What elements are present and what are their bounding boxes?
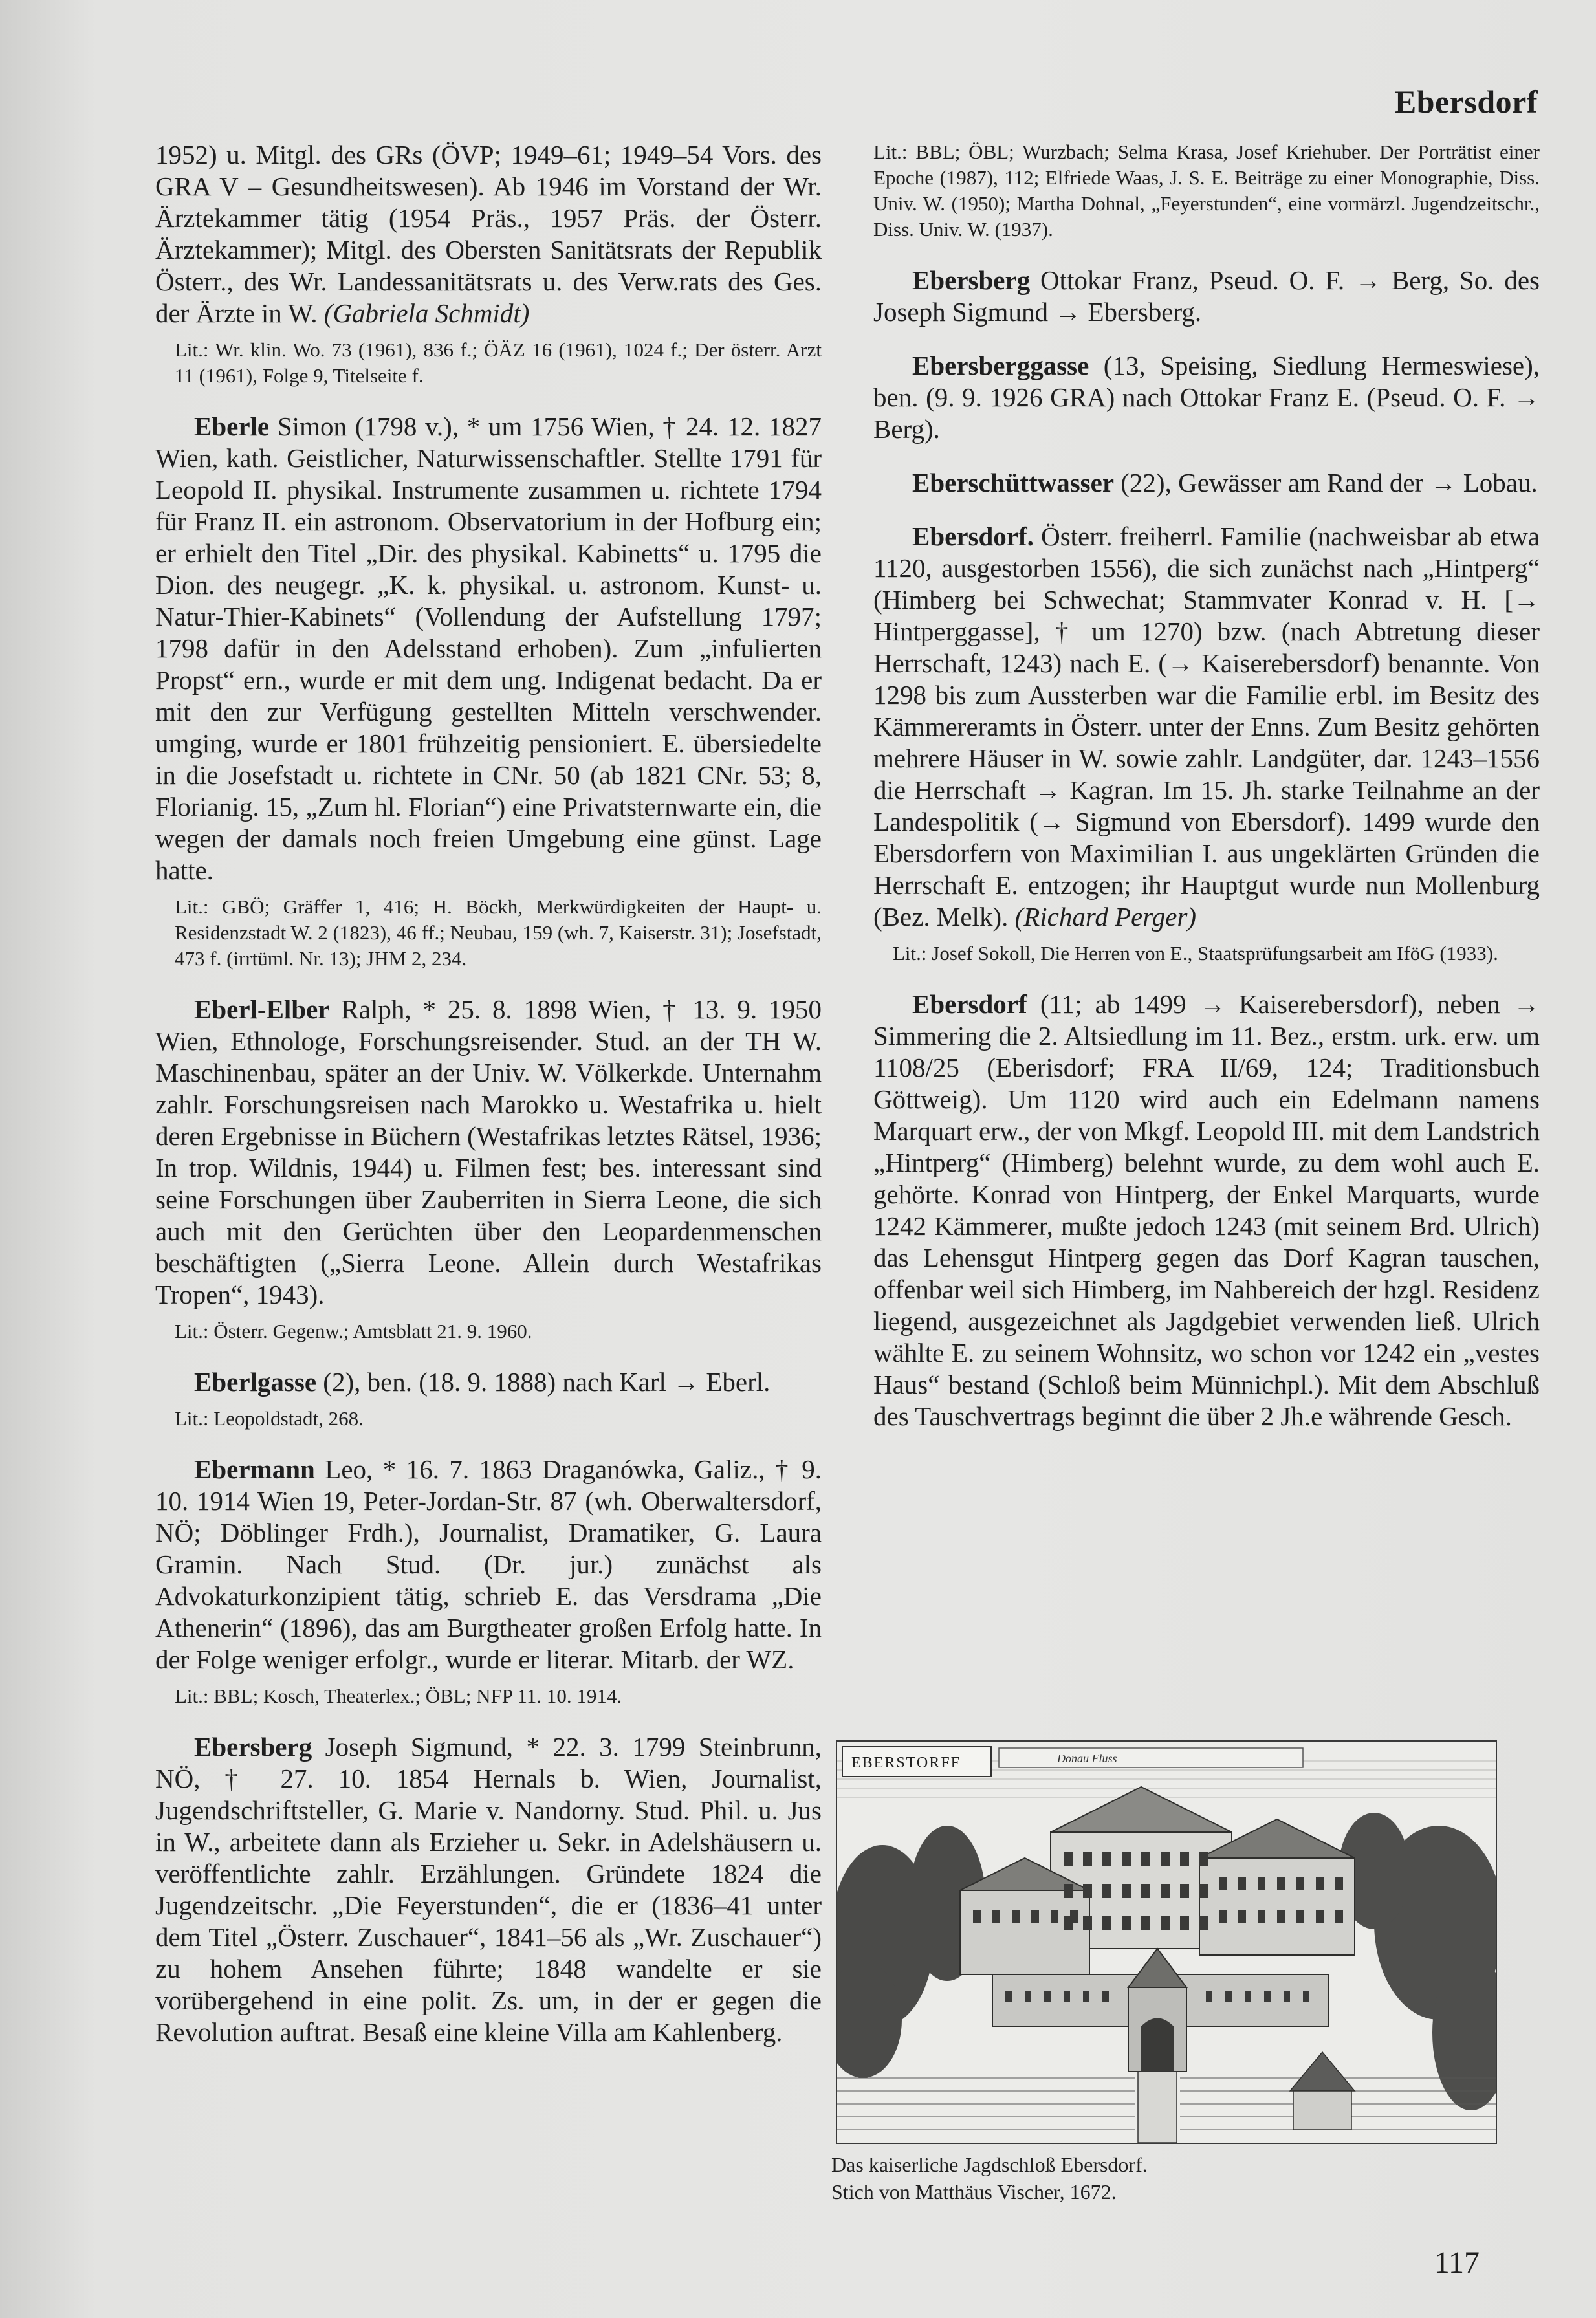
caption-line-2: Stich von Matthäus Vischer, 1672.: [831, 2180, 1117, 2203]
entry-headword: Ebersberg: [912, 265, 1031, 295]
entry-ebermann: [155, 1454, 822, 1676]
entry-body: (11; ab 1499 → Kaiserebersdorf), neben → Simmering die 2. Altsiedlung im 11. Bez., erstm. urk. erw. um 1108/25 (Eberisdorf; FRA II/69, 124; Traditionsbuch Göttweig). Um 1120 wird auch ein Edelmann namens Marquart erw., der von Mkgf. Leopold III. mit dem Landstrich „Hintperg“ (Himberg) belehnt wurde, zu dem wohl auch E. gehörte. Konrad von Hintperg, der Enkel Marquarts, wurde 1242 Kämmerer, mußte jedoch 1243 (mit seinem Brd. Ulrich) das Lehensgut Hintperg gegen das Dorf Kagran tauschen, offenbar weil sich Himberg, im Nahbereich der hzgl. Residenz liegend, ausgezeichnet als Jagdgebiet verwenden ließ. Ulrich wählte E. zu seinem Wohnsitz, wo schon vor 1242 ein „vestes Haus“ bestand (Schloß beim Münnichpl.). Mit dem Abschluß des Tauschvertrags beginnt die über 2 Jh.e währende Gesch.: [873, 989, 1540, 1431]
entry-body: Joseph Sigmund, * 22. 3. 1799 Steinbrunn, NÖ, † 27. 10. 1854 Hernals b. Wien, Journalist, Jugendschriftsteller, G. Marie v. Nandorny. Stud. Phil. u. Jus in W., arbeitete dann als Erzieher u. Sekr. in Adelshäusern u. veröffentlichte zahlr. Erzählungen. Gründete 1824 die Jugendzeitschr. „Die Feyerstunden“, die er (1836–41 unter dem Titel „Österr. Zuschauer“, 1841–56 als „Wr. Zuschauer“) zu hohem Ansehen führte; 1848 wandelte er sie vorübergehend in eine polit. Zs. um, in der er gegen die Revolution auftrat. Besaß eine kleine Villa am Kahlenberg.: [155, 1732, 822, 2047]
entry-author: (Richard Perger): [1014, 902, 1197, 932]
engraving-river-label: Donau Fluss: [1057, 1752, 1117, 1765]
entry-eberl-elber: [155, 994, 822, 1311]
literature-note: Lit.: BBL; ÖBL; Wurzbach; Selma Krasa, Josef Kriehuber. Der Porträtist einer Epoche (1987), 112; Elfriede Waas, J. S. E. Beiträge zu einer Monographie, Diss. Univ. W. (1950); Martha Dohnal, „Feyerstunden“, eine vormärzl. Jugendzeitschr., Diss. Univ. W. (1937).: [873, 140, 1540, 241]
caption-line-1: Das kaiserliche Jagdschloß Ebersdorf.: [831, 2153, 1148, 2176]
entry-body: (2), ben. (18. 9. 1888) nach Karl → Eberl.: [316, 1367, 771, 1397]
figure-caption: [831, 2151, 1498, 2205]
literature-note: Lit.: GBÖ; Gräffer 1, 416; H. Böckh, Merkwürdigkeiten der Haupt- u. Residenzstadt W. 2 (1823), 46 ff.; Neubau, 159 (wh. 7, Kaiserstr. 31); Josefstadt, 473 f. (irrtüml. Nr. 13); JHM 2, 234.: [175, 895, 822, 970]
entry-ebersdorf-family: [873, 521, 1540, 933]
entry-ebersberg-ottokar: [873, 265, 1540, 328]
right-column: [873, 139, 1540, 1440]
entry-headword: Eberschüttwasser: [912, 468, 1115, 497]
literature-note: Lit.: Leopoldstadt, 268.: [175, 1407, 364, 1430]
literature-note: Lit.: BBL; Kosch, Theaterlex.; ÖBL; NFP 11. 10. 1914.: [175, 1685, 622, 1707]
entry-eberle: [155, 411, 822, 886]
engraving-title-label: EBERSTORFF: [851, 1755, 961, 1771]
entry-eberlgasse: [155, 1366, 822, 1398]
entry-continuation: [155, 139, 822, 329]
entry-body: Leo, * 16. 7. 1863 Draganówka, Galiz., † 9. 10. 1914 Wien 19, Peter-Jordan-Str. 87 (wh. Oberwaltersdorf, NÖ; Döblinger Frdh.), Journalist, Dramatiker, G. Laura Gramin. Nach Stud. (Dr. jur.) zunächst als Advokaturkonzipient tätig, schrieb E. das Versdrama „Die Athenerin“ (1896), das am Burgtheater großen Erfolg hatte. In der Folge weniger erfolgr., wurde er literar. Mitarb. der WZ.: [155, 1454, 822, 1674]
entry-author: (Gabriela Schmidt): [323, 298, 530, 328]
entry-headword: Ebersdorf: [912, 989, 1027, 1019]
literature-note: Lit.: Österr. Gegenw.; Amtsblatt 21. 9. 1960.: [175, 1320, 532, 1342]
entry-body: Ralph, * 25. 8. 1898 Wien, † 13. 9. 1950 Wien, Ethnologe, Forschungsreisender. Stud. an der TH W. Maschinenbau, später an der Univ. W. Völkerkde. Unternahm zahlr. Forschungsreisen nach Marokko u. Westafrika u. hielt deren Ergebnisse in Büchern (Westafrikas letztes Rätsel, 1936; In trop. Wildnis, 1944) u. Filmen fest; bes. interessant sind seine Forschungen über Zauberriten in Sierra Leone, die sich auch mit den Gerüchten über den Leopardenmenschen beschäftigten („Sierra Leone. Allein durch Westafrikas Tropen“, 1943).: [155, 994, 822, 1309]
castle-engraving-image: [837, 1742, 1496, 2143]
entry-ebersdorf-place: [873, 989, 1540, 1432]
entry-body: Ottokar Franz, Pseud. O. F. → Berg, So. des Joseph Sigmund → Ebersberg.: [873, 265, 1540, 327]
entry-body: (13, Speising, Siedlung Hermeswiese), ben. (9. 9. 1926 GRA) nach Ottokar Franz E. (Pseud. O. F. → Berg).: [873, 351, 1540, 444]
entry-headword: Ebersdorf.: [912, 521, 1034, 551]
running-head: Ebersdorf: [1394, 83, 1538, 120]
page-number: 117: [1434, 2246, 1480, 2280]
entry-body: Simon (1798 v.), * um 1756 Wien, † 24. 12. 1827 Wien, kath. Geistlicher, Naturwissenschaftler. Stellte 1791 für Leopold II. physikal. Instrumente zusammen u. richtete 1794 für Franz II. ein astronom. Observatorium in der Hofburg ein; er erhielt den Titel „Dir. des physikal. Kabinetts“ u. 1795 die Dion. des neugegr. „K. k. physikal. u. astronom. Kunst- u. Natur-Thier-Kabinets“ (Vollendung der Aufstellung 1797; 1798 dafür in den Adelsstand erhoben). Zum „infulierten Propst“ ern., wurde er mit dem ung. Indigenat bedacht. Da er mit den zur Verfügung gestellten Mitteln verschwender. umging, wurde er 1801 frühzeitig pensioniert. E. übersiedelte in die Josefstadt u. richtete in CNr. 50 (ab 1821 CNr. 53; 8, Florianig. 15, „Zum hl. Florian“) eine Privatsternwarte ein, die wegen der damals noch freien Umgebung eine günst. Lage hatte.: [155, 411, 822, 885]
entry-body: Österr. freiherrl. Familie (nachweisbar ab etwa 1120, ausgestorben 1556), die sich zunächst nach „Hintperg“ (Himberg bei Schwechat; Stammvater Konrad v. H. [→ Hintperggasse], † um 1270) bzw. (nach Abtretung dieser Herrschaft, 1243) nach E. (→ Kaiserebersdorf) benannte. Von 1298 bis zum Aussterben war die Familie erbl. im Besitz des Kämmereramts in Österr. unter der Enns. Zum Besitz gehörten mehrere Häuser in W. sowie zahlr. Landgüter, dar. 1243–1556 die Herrschaft → Kagran. Im 15. Jh. starke Teilnahme an der Landespolitik (→ Sigmund von Ebersdorf). 1499 wurde den Ebersdorfern von Maximilian I. aus ungeklärten Gründen die Herrschaft E. entzogen; ihr Hauptgut wurde nun Mollenburg (Bez. Melk).: [873, 521, 1540, 932]
entry-body: (22), Gewässer am Rand der → Lobau.: [1114, 468, 1538, 497]
entry-headword: Eberle: [194, 411, 270, 441]
entry-ebersberggasse: [873, 350, 1540, 445]
engraving-figure: [836, 1740, 1497, 2144]
entry-headword: Ebersberggasse: [912, 351, 1089, 380]
literature-note: Lit.: Wr. klin. Wo. 73 (1961), 836 f.; ÖÄZ 16 (1961), 1024 f.; Der österr. Arzt 11 (1961), Folge 9, Titelseite f.: [175, 338, 822, 387]
entry-headword: Eberlgasse: [194, 1367, 317, 1397]
entry-ebersberg-joseph: [155, 1731, 822, 2048]
left-column: [155, 139, 822, 2056]
entry-headword: Ebersberg: [194, 1732, 312, 1762]
entry-body: 1952) u. Mitgl. des GRs (ÖVP; 1949–61; 1949–54 Vors. des GRA V – Gesundheitswesen). Ab 1946 im Vorstand der Wr. Ärztekammer tätig (1954 Präs., 1957 Präs. der Österr. Ärztekammer); Mitgl. des Obersten Sanitätsrats der Republik Österr., des Wr. Landessanitätsrats u. des Verw.rats des Ges. der Ärzte in W.: [155, 140, 822, 328]
entry-headword: Ebermann: [194, 1454, 315, 1484]
entry-headword: Eberl-Elber: [194, 994, 330, 1024]
entry-eberschuettwasser: [873, 467, 1540, 499]
literature-note: Lit.: Josef Sokoll, Die Herren von E., Staatsprüfungsarbeit am IföG (1933).: [893, 942, 1498, 965]
